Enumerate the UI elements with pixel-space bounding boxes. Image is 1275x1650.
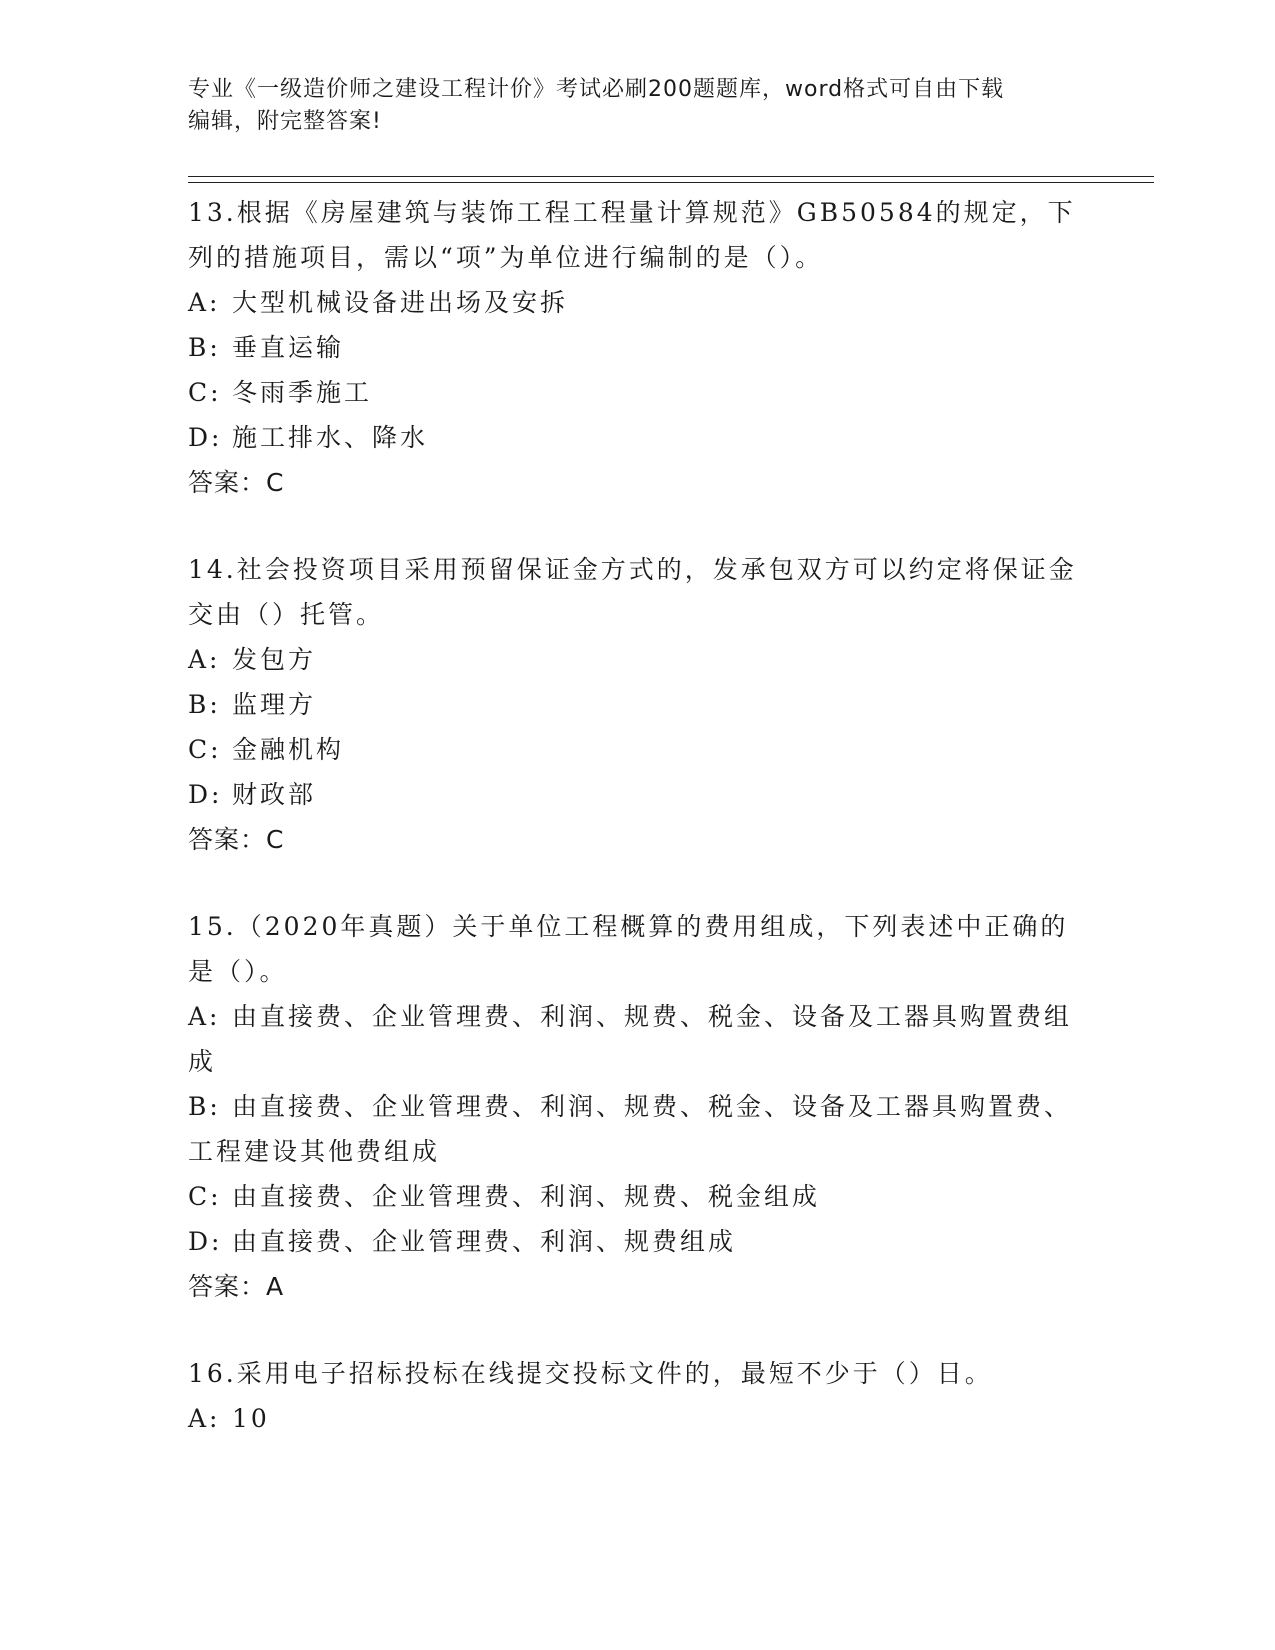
question-block [188, 1351, 1088, 1441]
answer-option [188, 325, 1088, 370]
option-text: 10 [232, 1404, 270, 1433]
option-letter: C: [188, 735, 222, 764]
document-header [188, 74, 1088, 138]
question-block [188, 190, 1088, 505]
option-letter: C: [188, 378, 222, 407]
header-divider-bottom [188, 182, 1154, 183]
answer-option [188, 1396, 1088, 1441]
option-letter: D: [188, 423, 223, 452]
header-divider-top [188, 176, 1154, 177]
option-letter: B: [188, 333, 221, 362]
answer-key: 答案：C [188, 825, 285, 854]
option-letter: B: [188, 690, 221, 719]
question-block [188, 547, 1088, 862]
answer-option [188, 280, 1088, 325]
option-text: 发包方 [232, 645, 317, 674]
answer-option [188, 370, 1088, 415]
option-text: 施工排水、降水 [232, 423, 429, 452]
option-text: 财政部 [232, 780, 317, 809]
question-stem: 14.社会投资项目采用预留保证金方式的，发承包双方可以约定将保证金交由（）托管。 [188, 555, 1077, 629]
header-line-1: 专业《一级造价师之建设工程计价》考试必刷200题题库，word格式可自由下载 [188, 77, 1005, 102]
option-letter: A: [188, 645, 221, 674]
option-text: 垂直运输 [232, 333, 345, 362]
option-letter: C: [188, 1182, 222, 1211]
option-text: 冬雨季施工 [232, 378, 373, 407]
option-text: 由直接费、企业管理费、利润、规费、税金、设备及工器具购置费组成 [188, 1002, 1073, 1076]
option-letter: D: [188, 780, 223, 809]
answer-option [188, 1219, 1088, 1264]
answer-option [188, 727, 1088, 772]
option-text: 大型机械设备进出场及安拆 [232, 288, 569, 317]
question-block [188, 904, 1088, 1309]
answer-option [188, 772, 1088, 817]
option-text: 由直接费、企业管理费、利润、规费、税金组成 [232, 1182, 821, 1211]
option-letter: A: [188, 1002, 221, 1031]
header-line-2: 编辑，附完整答案! [188, 109, 382, 134]
option-letter: B: [188, 1092, 221, 1121]
answer-option [188, 994, 1088, 1084]
answer-key: 答案：C [188, 468, 285, 497]
question-stem: 13.根据《房屋建筑与装饰工程工程量计算规范》GB50584的规定，下列的措施项目，需以“项”为单位进行编制的是（）。 [188, 198, 1076, 272]
answer-key: 答案：A [188, 1272, 285, 1301]
option-text: 由直接费、企业管理费、利润、规费组成 [232, 1227, 737, 1256]
answer-option [188, 682, 1088, 727]
option-text: 监理方 [232, 690, 317, 719]
option-text: 金融机构 [232, 735, 345, 764]
option-text: 由直接费、企业管理费、利润、规费、税金、设备及工器具购置费、工程建设其他费组成 [188, 1092, 1073, 1166]
question-list [188, 190, 1088, 1483]
question-stem: 15.（2020年真题）关于单位工程概算的费用组成，下列表述中正确的是（）。 [188, 912, 1069, 986]
option-letter: A: [188, 1404, 221, 1433]
answer-option [188, 1084, 1088, 1174]
answer-option [188, 637, 1088, 682]
question-stem: 16.采用电子招标投标在线提交投标文件的，最短不少于（）日。 [188, 1359, 993, 1388]
answer-option [188, 415, 1088, 460]
option-letter: D: [188, 1227, 223, 1256]
option-letter: A: [188, 288, 221, 317]
answer-option [188, 1174, 1088, 1219]
